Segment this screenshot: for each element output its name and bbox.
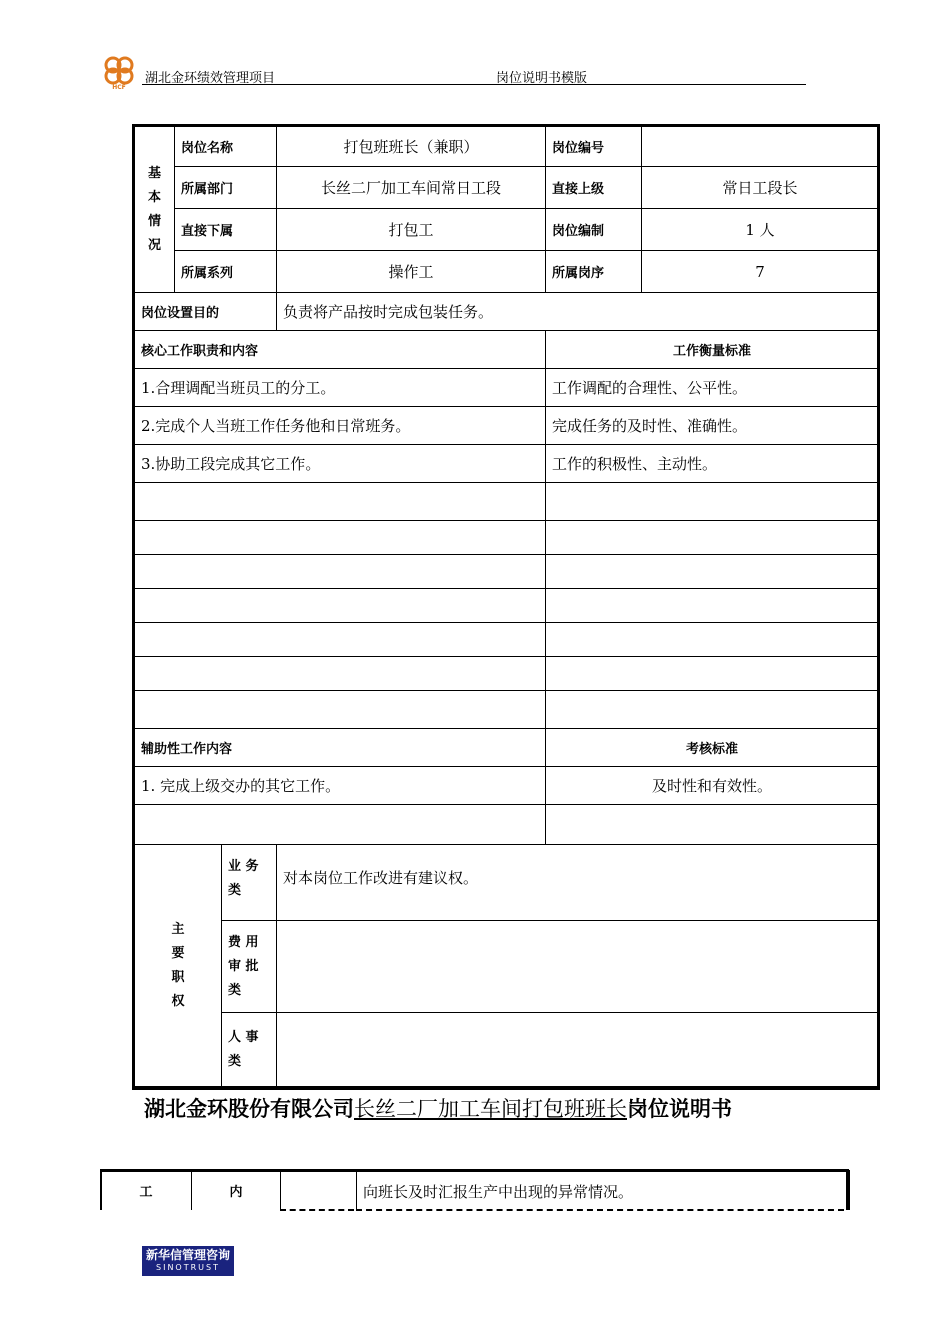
dashed-rule [356, 1209, 844, 1211]
core-duty: 2.完成个人当班工作任务他和日常班务。 [135, 407, 546, 445]
logo-text: HCF [112, 84, 126, 90]
authority-expense-text [277, 921, 879, 1013]
header-company: 湖北金环绩效管理项目 [145, 71, 276, 86]
empty-row [135, 483, 879, 521]
continuation-text: 向班长及时汇报生产中出现的异常情况。 [357, 1171, 850, 1220]
core-standard-header: 工作衡量标准 [546, 331, 879, 369]
document-title [144, 1093, 732, 1123]
footer-logo-cn: 新华信管理咨询 [145, 1248, 230, 1262]
value-subordinates: 打包工 [277, 209, 546, 251]
label-direct-superior: 直接上级 [546, 167, 642, 209]
label-headcount: 岗位编制 [546, 209, 642, 251]
authority-business-text: 对本岗位工作改进有建议权。 [277, 845, 879, 921]
value-post-name: 打包班班长（兼职） [277, 127, 546, 167]
core-standard: 工作的积极性、主动性。 [546, 445, 879, 483]
label-grade: 所属岗序 [546, 251, 642, 293]
header-doc-type: 岗位说明书模版 [496, 71, 588, 86]
title-post: 长丝二厂加工车间打包班班长 [354, 1097, 627, 1121]
title-company: 湖北金环股份有限公司 [144, 1097, 354, 1121]
basic-row [135, 127, 879, 167]
value-series: 操作工 [277, 251, 546, 293]
header-rule [142, 84, 806, 85]
core-header-row [135, 331, 879, 369]
label-series: 所属系列 [175, 251, 277, 293]
value-purpose: 负责将产品按时完成包装任务。 [277, 293, 879, 331]
empty-row [135, 555, 879, 589]
core-duties-header: 核心工作职责和内容 [135, 331, 546, 369]
empty-row [135, 805, 879, 845]
aux-duty: 1. 完成上级交办的其它工作。 [135, 767, 546, 805]
core-duty: 3.协助工段完成其它工作。 [135, 445, 546, 483]
page-cut [0, 1210, 950, 1344]
table-row [135, 369, 879, 407]
basic-row [135, 251, 879, 293]
basic-section-label: 基 本 情 况 [135, 127, 175, 293]
continuation-cell-2: 内 [192, 1171, 281, 1220]
empty-row [135, 521, 879, 555]
value-headcount: 1 人 [642, 209, 879, 251]
core-standard: 工作调配的合理性、公平性。 [546, 369, 879, 407]
label-subordinates: 直接下属 [175, 209, 277, 251]
value-grade: 7 [642, 251, 879, 293]
label-department: 所属部门 [175, 167, 277, 209]
empty-row [135, 589, 879, 623]
purpose-row [135, 293, 879, 331]
table-row [135, 767, 879, 805]
empty-row [135, 657, 879, 691]
empty-row [135, 623, 879, 657]
value-department: 长丝二厂加工车间常日工段 [277, 167, 546, 209]
continuation-cell-1: 工 [101, 1171, 192, 1220]
authority-expense-label: 费 用 审 批 类 [222, 921, 277, 1013]
basic-row [135, 209, 879, 251]
authority-row [135, 921, 879, 1013]
sinotrust-logo [142, 1246, 234, 1276]
hcf-logo-icon [100, 54, 138, 90]
authority-personnel-label: 人 事 类 [222, 1013, 277, 1087]
title-suffix: 岗位说明书 [627, 1097, 732, 1121]
label-purpose: 岗位设置目的 [135, 293, 277, 331]
job-description-table [134, 126, 879, 1087]
aux-header-row [135, 729, 879, 767]
core-duty: 1.合理调配当班员工的分工。 [135, 369, 546, 407]
aux-standard-header: 考核标准 [546, 729, 879, 767]
table-row [135, 445, 879, 483]
aux-standard: 及时性和有效性。 [546, 767, 879, 805]
empty-row [135, 691, 879, 729]
authority-section-label: 主 要 职 权 [135, 845, 222, 1087]
authority-row [135, 845, 879, 921]
label-post-name: 岗位名称 [175, 127, 277, 167]
page-header [100, 54, 806, 90]
authority-personnel-text [277, 1013, 879, 1087]
value-direct-superior: 常日工段长 [642, 167, 879, 209]
core-standard: 完成任务的及时性、准确性。 [546, 407, 879, 445]
table-row [135, 407, 879, 445]
aux-duties-header: 辅助性工作内容 [135, 729, 546, 767]
authority-row [135, 1013, 879, 1087]
authority-business-label: 业 务 类 [222, 845, 277, 921]
dashed-rule [280, 1209, 354, 1211]
basic-row [135, 167, 879, 209]
footer-logo-en: SINOTRUST [156, 1263, 220, 1272]
label-post-code: 岗位编号 [546, 127, 642, 167]
value-post-code [642, 127, 879, 167]
